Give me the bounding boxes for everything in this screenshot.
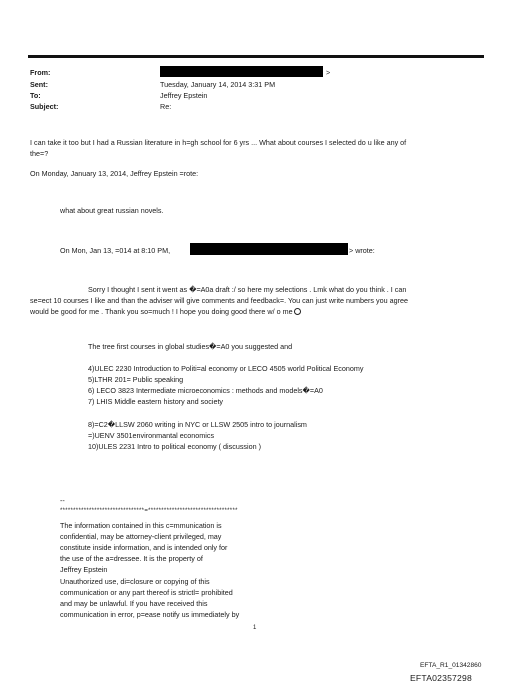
quote2-header-prefix: On Mon, Jan 13, =014 at 8:10 PM, — [60, 246, 171, 255]
course-item: 5)LTHR 201= Public speaking — [88, 375, 184, 384]
disclaimer-line: The information contained in this c=mmunication is — [60, 521, 222, 530]
course-item: 6) LECO 3823 Intermediate microeconomics : methods and models�=A0 — [88, 386, 323, 395]
quote2-header-suffix: > wrote: — [349, 246, 375, 255]
course-item: 10)ULES 2231 Intro to political economy ( discussion ) — [88, 442, 261, 451]
sent-value: Tuesday, January 14, 2014 3:31 PM — [160, 80, 276, 89]
courses-intro: The tree first courses in global studies�=A0 you suggested and — [88, 342, 293, 351]
sent-label: Sent: — [30, 80, 48, 89]
disclaimer-line: communication or any part thereof is strictl= prohibited — [60, 588, 233, 597]
from-suffix: > — [326, 68, 331, 77]
reply-line-2: the=? — [30, 149, 49, 158]
course-item: 7) LHIS Middle eastern history and society — [88, 397, 224, 406]
to-label: To: — [30, 91, 41, 100]
to-value: Jeffrey Epstein — [160, 91, 208, 100]
disclaimer-line: constitute inside information, and is intended only for — [60, 543, 228, 552]
subject-label: Subject: — [30, 102, 59, 111]
redaction-bar — [160, 66, 323, 77]
paragraph-line-1: Sorry I thought I sent it went as �=A0a draft :/ so here my selections . Lmk what do you think . I can — [88, 285, 407, 294]
course-item: 8)=C2�LLSW 2060 writing in NYC or LLSW 2505 intro to journalism — [88, 420, 307, 429]
subject-value: Re: — [160, 102, 172, 111]
quote1-header: On Monday, January 13, 2014, Jeffrey Epstein =rote: — [30, 169, 199, 178]
paragraph-line-2: se=ect 10 courses I like and than the adviser will give comments and feedback=. You can just write numbers you agree — [30, 296, 408, 305]
from-label: From: — [30, 68, 51, 77]
signature-dash: -- — [60, 496, 65, 505]
disclaimer-line: and may be unlawful. If you have received this — [60, 599, 208, 608]
disclaimer-line: Unauthorized use, di=closure or copying of this — [60, 577, 210, 586]
header-rule — [28, 55, 484, 58]
bates-number-1: EFTA_R1_01342860 — [420, 662, 482, 669]
reply-line-1: I can take it too but I had a Russian literature in h=gh school for 6 yrs ... What about courses I selected do u like any of — [30, 138, 407, 147]
paragraph-line-3: would be good for me . Thank you so=much ! I hope you doing good there w/ o me — [30, 307, 293, 316]
disclaimer-line: Jeffrey Epstein — [60, 565, 108, 574]
disclaimer-line: communication in error, p=ease notify us immediately by — [60, 610, 240, 619]
disclaimer-line: confidential, may be attorney-client privileged, may — [60, 532, 222, 541]
smiley-icon — [294, 308, 301, 315]
bates-number-2: EFTA02357298 — [410, 673, 472, 683]
course-item: =)UENV 3501environmantal economics — [88, 431, 215, 440]
course-item: 4)ULEC 2230 Introduction to Politi=al economy or LECO 4505 world Political Economy — [88, 364, 364, 373]
redaction-bar — [190, 243, 348, 255]
separator-stars: ********************************=********************************** — [60, 508, 238, 514]
disclaimer-line: the use of the a=dressee. It is the property of — [60, 554, 203, 563]
page-number: 1 — [253, 625, 257, 631]
paragraph-line-3-wrap — [30, 307, 301, 316]
quote1-text: what about great russian novels. — [60, 206, 164, 215]
